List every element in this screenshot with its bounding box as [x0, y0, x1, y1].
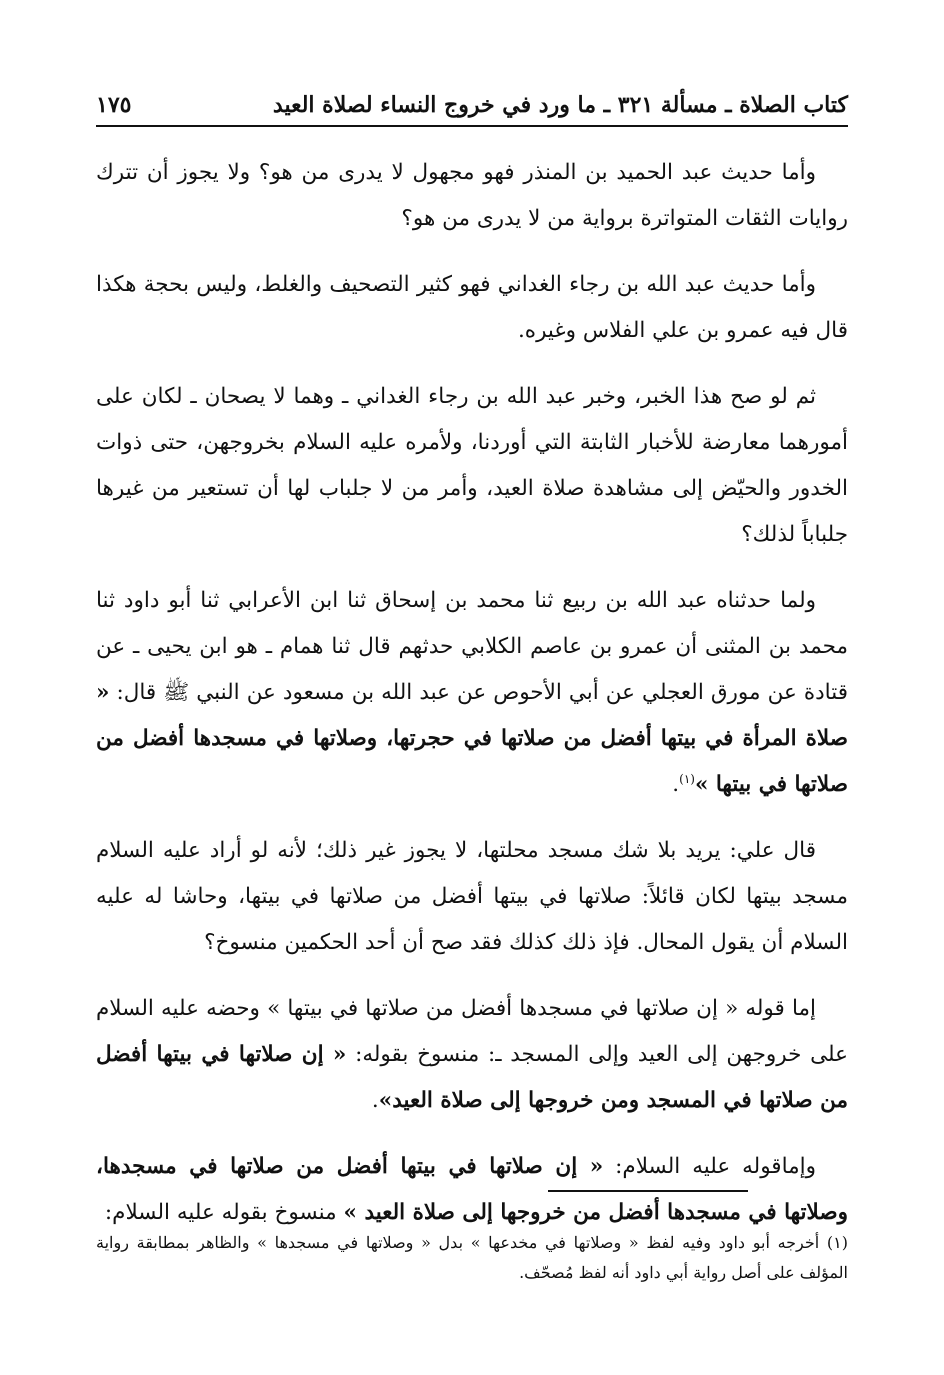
text-run: وإماقوله عليه السلام:	[603, 1154, 816, 1179]
text-run: وأما حديث عبد الحميد بن المنذر فهو مجهول لا يدرى من هو؟ ولا يجوز أن تترك روايات الثقات المتواترة برواية من لا يدرى من هو؟	[96, 160, 848, 231]
text-run: ثم لو صح هذا الخبر، وخبر عبد الله بن رجاء الغداني ـ وهما لا يصحان ـ لكان على أمورهما معارضة للأخبار الثابتة التي أوردنا، ولأمره عليه السلام بخروجهن، حتى ذوات الخدور والحيّض إلى مشاهدة صلاة العيد، وأمر من لا جلباب لها أن تستعير من غيرها جلباباً لذلك؟	[96, 384, 848, 547]
hadith-quote: « صلاة المرأة في بيتها أفضل من صلاتها في حجرتها، وصلاتها في مسجدها أفضل من صلاتها في بيتها »	[96, 680, 848, 797]
text-run: وأما حديث عبد الله بن رجاء الغداني فهو كثير التصحيف والغلط، وليس بحجة هكذا قال فيه عمرو بن علي الفلاس وغيره.	[96, 272, 848, 343]
main-text	[96, 150, 848, 1256]
paragraph	[96, 374, 848, 558]
hadith-quote: « إن صلاتها في بيتها أفضل من صلاتها في مسجدها، وصلاتها في مسجدها أفضل من خروجها إلى صلاة العيد »	[96, 1154, 848, 1225]
paragraph	[96, 828, 848, 966]
chapter-title: كتاب الصلاة ـ مسألة ٣٢١ ـ ما ورد في خروج النساء لصلاة العيد	[272, 92, 848, 118]
header-rule	[96, 125, 848, 127]
text-run: .	[672, 772, 680, 797]
text-run: منسوخ بقوله عليه السلام:	[104, 1200, 344, 1225]
text-run: قال علي: يريد بلا شك مسجد محلتها، لا يجوز غير ذلك؛ لأنه لو أراد عليه السلام مسجد بيتها لكان قائلاً: صلاتها في بيتها أفضل من صلاتها في بيتها، وحاشا له عليه السلام أن يقول المحال. فإذ ذلك كذلك فقد صح أن أحد الحكمين منسوخ؟	[96, 838, 848, 955]
paragraph	[96, 578, 848, 808]
paragraph	[96, 262, 848, 354]
paragraph	[96, 150, 848, 242]
text-run: ولما حدثناه عبد الله بن ربيع ثنا محمد بن إسحاق ثنا ابن الأعرابي ثنا أبو داود ثنا محمد بن المثنى أن عمرو بن عاصم الكلابي حدثهم قال ثنا همام ـ هو ابن يحيى ـ عن قتادة عن مورق العجلي عن أبي الأحوص عن عبد الله بن مسعود عن النبي ﷺ قال:	[96, 588, 848, 705]
footnote-separator	[548, 1190, 748, 1192]
page-number: ١٧٥	[96, 92, 132, 118]
hadith-quote: « إن صلاتها في بيتها أفضل من صلاتها في المسجد ومن خروجها إلى صلاة العيد»	[96, 1042, 848, 1113]
running-header	[96, 76, 848, 118]
paragraph	[96, 986, 848, 1124]
text-run: إما قوله « إن صلاتها في مسجدها أفضل من صلاتها في بيتها » وحضه عليه السلام على خروجهن إلى العيد وإلى المسجد ـ: منسوخ بقوله:	[96, 996, 849, 1067]
footnote	[96, 1228, 848, 1288]
footnote-text: (١) أخرجه أبو داود وفيه لفظ « وصلاتها في مخدعها » بدل « وصلاتها في مسجدها » والظاهر بمطابقة رواية المؤلف على أصل رواية أبي داود أنه لفظ مُصحّف.	[96, 1233, 848, 1282]
footnote-marker: (١)	[679, 771, 695, 786]
text-run: .	[371, 1088, 379, 1113]
